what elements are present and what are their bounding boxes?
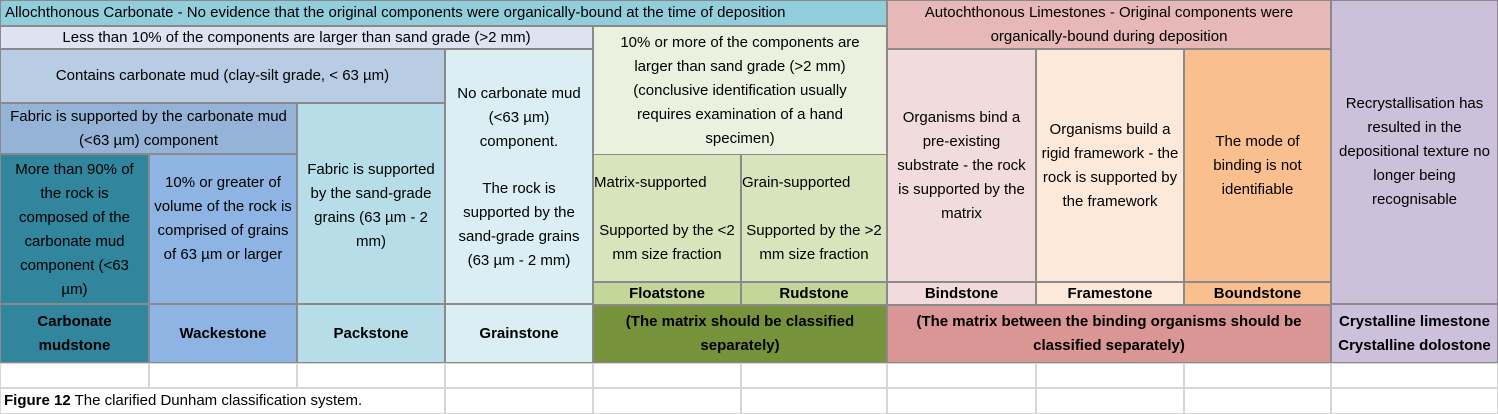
packstone-description	[297, 103, 445, 304]
figure-caption-text: The clarified Dunham classification system.	[70, 392, 363, 409]
mud-supported-text: Fabric is supported by the carbonate mud (<63 µm) component	[10, 107, 287, 149]
allochthonous-header-text: Allochthonous Carbonate - No evidence that the original components were organically-bound at the time of deposition	[5, 4, 786, 21]
grid-cell	[741, 363, 887, 388]
autochthonous-header	[887, 0, 1331, 49]
packstone-description-text: Fabric is supported by the sand-grade grains (63 µm - 2 mm)	[307, 161, 435, 250]
grid-cell	[445, 363, 593, 388]
mudstone-description	[0, 154, 149, 304]
bindstone-name: Bindstone	[887, 282, 1036, 305]
contains-mud-header	[0, 49, 445, 103]
grid-cell	[887, 363, 1036, 388]
wackestone-description	[149, 154, 297, 304]
mud-supported-header	[0, 103, 297, 154]
grid-cell	[887, 388, 1036, 414]
grain-supported-description	[741, 154, 887, 282]
recrystallised-text: Recrystallisation has resulted in the depositional texture no longer being recognisable	[1339, 95, 1490, 208]
ten-or-more-text: 10% or more of the components are larger than sand grade (>2 mm) (conclusive identification usually requires examination of a hand specimen)	[620, 33, 860, 147]
bindstone-description-text: Organisms bind a pre-existing substrate - the rock is supported by the matrix	[897, 108, 1026, 222]
matrix-supported-title: Matrix-supported	[594, 174, 707, 191]
carbonate-mudstone-name: Carbonate mudstone	[0, 304, 149, 363]
grid-cell	[1036, 388, 1184, 414]
less-than-10-text: Less than 10% of the components are larger than sand grade (>2 mm)	[62, 28, 531, 46]
ten-or-more-header	[593, 26, 887, 155]
no-mud-text: No carbonate mud (<63 µm) component.	[457, 85, 581, 150]
grid-cell	[1331, 363, 1498, 388]
grid-cell	[593, 363, 741, 388]
figure-caption	[4, 390, 362, 412]
binding-matrix-classified-note: (The matrix between the binding organisms should be classified separately)	[887, 305, 1331, 363]
grid-cell	[1184, 363, 1331, 388]
boundstone-description	[1184, 49, 1331, 282]
framestone-description	[1036, 49, 1184, 282]
grid-cell	[1331, 388, 1498, 414]
figure-caption-label: Figure 12	[4, 392, 71, 409]
framestone-description-text: Organisms build a rigid framework - the rock is supported by the framework	[1041, 120, 1179, 210]
grid-cell	[741, 388, 887, 414]
matrix-supported-description	[593, 154, 741, 282]
matrix-classified-note: (The matrix should be classified separately)	[593, 305, 887, 363]
mudstone-description-text: More than 90% of the rock is composed of the carbonate mud component (<63 µm)	[15, 161, 134, 298]
matrix-supported-body: Supported by the <2 mm size fraction	[599, 222, 735, 263]
recrystallised-column	[1331, 0, 1498, 304]
rudstone-name: Rudstone	[741, 282, 887, 305]
grid-cell	[297, 363, 445, 388]
grain-supported-title: Grain-supported	[742, 174, 851, 191]
grid-cell	[1036, 363, 1184, 388]
allochthonous-header	[0, 0, 887, 26]
framestone-name: Framestone	[1036, 282, 1184, 305]
floatstone-name: Floatstone	[593, 282, 741, 305]
contains-mud-text: Contains carbonate mud (clay-silt grade, < 63 µm)	[55, 67, 390, 84]
crystalline-dolostone-name: Crystalline dolostone	[1338, 336, 1491, 354]
bindstone-description	[887, 49, 1036, 282]
boundstone-description-text: The mode of binding is not identifiable	[1213, 132, 1302, 198]
crystalline-name-cell	[1331, 304, 1498, 363]
grid-cell	[1184, 388, 1331, 414]
grid-cell	[445, 388, 593, 414]
grid-cell	[593, 388, 741, 414]
wackestone-name: Wackestone	[149, 304, 297, 363]
grainstone-name: Grainstone	[445, 304, 593, 363]
boundstone-name: Boundstone	[1184, 282, 1331, 305]
wackestone-description-text: 10% or greater of volume of the rock is comprised of grains of 63 µm or larger	[154, 174, 292, 263]
grid-cell	[0, 363, 149, 388]
less-than-10-header	[0, 26, 593, 49]
autochthonous-header-text: Autochthonous Limestones - Original components were organically-bound during deposition	[924, 3, 1294, 45]
no-mud-support-text: The rock is supported by the sand-grade grains (63 µm - 2 mm)	[458, 180, 580, 269]
grid-cell	[149, 363, 297, 388]
grain-supported-body: Supported by the >2 mm size fraction	[746, 222, 882, 263]
no-mud-grainstone-cell	[445, 49, 593, 304]
crystalline-limestone-name: Crystalline limestone	[1339, 312, 1490, 330]
packstone-name: Packstone	[297, 304, 445, 363]
